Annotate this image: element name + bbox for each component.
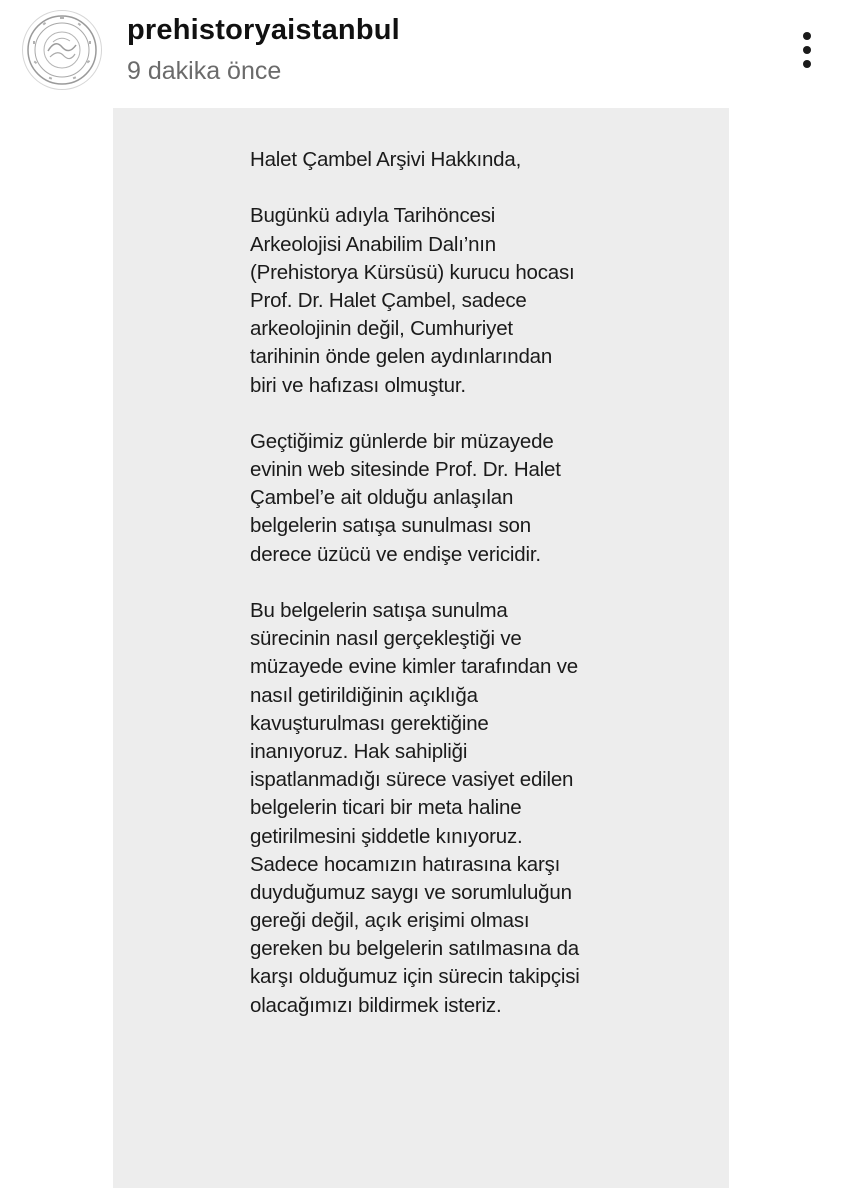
letter-line: arkeolojinin değil, Cumhuriyet bbox=[250, 317, 513, 341]
letter-line: Prof. Dr. Halet Çambel, sadece bbox=[250, 288, 527, 312]
letter-line: (Prehistorya Kürsüsü) kurucu hocası bbox=[250, 260, 575, 284]
letter-line: getirilmesini şiddetle kınıyoruz. bbox=[250, 824, 523, 848]
letter-line: Sadece hocamızın hatırasına karşı bbox=[250, 852, 561, 876]
letter-line: gereken bu belgelerin satılmasına da bbox=[250, 937, 579, 961]
avatar[interactable] bbox=[22, 10, 102, 90]
letter-line: olacağımızı bildirmek isteriz. bbox=[250, 993, 502, 1017]
letter-line: inanıyoruz. Hak sahipliği bbox=[250, 739, 468, 763]
letter-line: Çambel’e ait olduğu anlaşılan bbox=[250, 486, 514, 510]
post-header bbox=[0, 0, 857, 110]
letter-line: evinin web sitesinde Prof. Dr. Halet bbox=[250, 458, 561, 482]
letter-line: müzayede evine kimler tarafından ve bbox=[250, 655, 579, 679]
post-image[interactable] bbox=[113, 108, 729, 1188]
letter-line: Arkeolojisi Anabilim Dalı’nın bbox=[250, 232, 497, 256]
letter-line: Geçtiğimiz günlerde bir müzayede bbox=[250, 429, 554, 453]
more-vertical-icon-dot bbox=[803, 60, 811, 68]
letter-line: ispatlanmadığı sürece vasiyet edilen bbox=[250, 768, 574, 792]
letter-line: sürecinin nasıl gerçekleştiği ve bbox=[250, 627, 522, 651]
seal-logo-icon bbox=[23, 11, 101, 89]
letter-line: karşı olduğumuz için sürecin takipçisi bbox=[250, 965, 580, 989]
letter-line: gereği değil, açık erişimi olması bbox=[250, 909, 530, 933]
letter-line: Bu belgelerin satışa sunulma bbox=[250, 599, 508, 622]
letter-text bbox=[250, 146, 580, 1020]
letter-title: Halet Çambel Arşivi Hakkında, bbox=[250, 148, 522, 171]
letter-line: kavuşturulması gerektiğine bbox=[250, 711, 489, 735]
letter-line: nasıl getirildiğinin açıklığa bbox=[250, 683, 478, 707]
letter-line: belgelerin satışa sunulması son bbox=[250, 514, 531, 538]
letter-line: belgelerin ticari bir meta haline bbox=[250, 796, 522, 820]
more-vertical-icon bbox=[803, 32, 811, 40]
more-vertical-icon-dot bbox=[803, 46, 811, 54]
letter-line: Bugünkü adıyla Tarihöncesi bbox=[250, 204, 496, 228]
username[interactable]: prehistoryaistanbul bbox=[127, 14, 400, 46]
post-timestamp: 9 dakika önce bbox=[127, 57, 282, 85]
letter-line: derece üzücü ve endişe vericidir. bbox=[250, 542, 541, 566]
letter-line: duyduğumuz saygı ve sorumluluğun bbox=[250, 880, 572, 904]
more-options-button[interactable] bbox=[792, 28, 822, 72]
letter-line: biri ve hafızası olmuştur. bbox=[250, 373, 466, 397]
letter-line: tarihinin önde gelen aydınlarından bbox=[250, 345, 553, 369]
